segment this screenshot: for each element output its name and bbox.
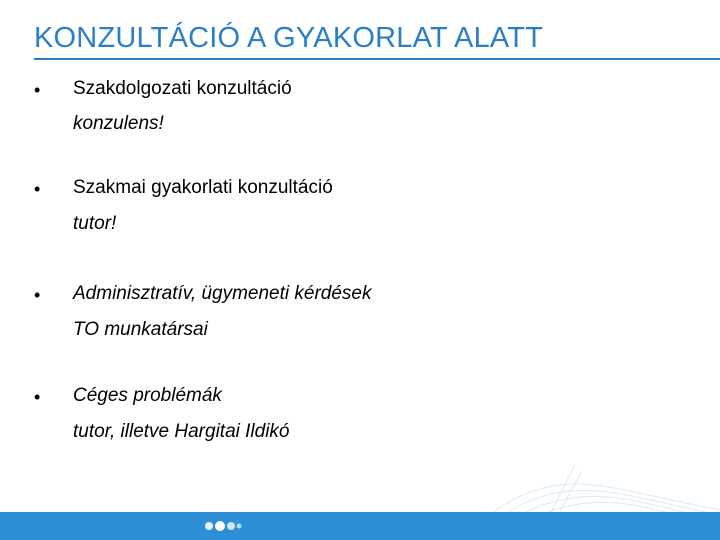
bullet-icon: • bbox=[34, 285, 41, 305]
footer-bar bbox=[0, 512, 720, 540]
bullet-icon: • bbox=[34, 179, 41, 199]
item-heading: Szakdolgozati konzultáció bbox=[73, 78, 292, 99]
item-sub: konzulens! bbox=[73, 113, 164, 134]
bullet-icon: • bbox=[34, 80, 41, 100]
item-heading: Szakmai gyakorlati konzultáció bbox=[73, 177, 333, 198]
item-sub: tutor, illetve Hargitai Ildikó bbox=[73, 421, 290, 442]
dots-logo-icon bbox=[203, 519, 243, 533]
item-heading: Céges problémák bbox=[73, 385, 222, 406]
title-underline bbox=[34, 58, 720, 60]
item-heading: Adminisztratív, ügymeneti kérdések bbox=[73, 283, 372, 304]
bullet-icon: • bbox=[34, 387, 41, 407]
footer-logo bbox=[203, 516, 249, 536]
slide-title: KONZULTÁCIÓ A GYAKORLAT ALATT bbox=[34, 22, 544, 54]
item-sub: tutor! bbox=[73, 213, 117, 234]
item-sub: TO munkatársai bbox=[73, 319, 208, 340]
